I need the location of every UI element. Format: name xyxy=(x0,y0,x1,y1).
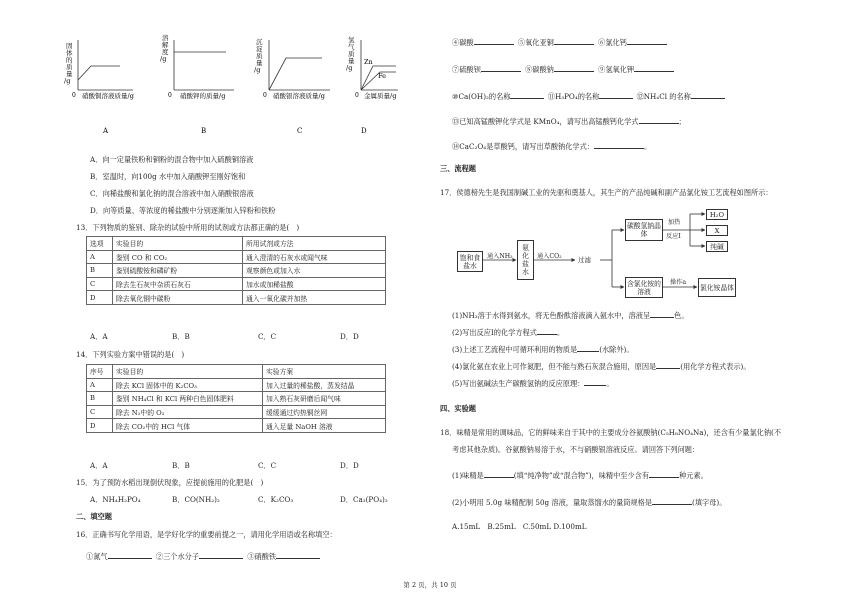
q18-stem-line-1: 18．味精是常用的调味品，它的鲜味来自于其中的主要成分谷氨酸钠(C₅H₈NO₄Na)，还含有少量氯化钠(不 xyxy=(440,428,782,437)
q14-option-d: D．D xyxy=(340,461,359,470)
graph-c-ylabel: 沉淀质量/g xyxy=(254,38,263,74)
q16-item-label: ⑬已知高锰酸钾化学式是 KMnO₄，请写出高锰酸钙化学式 xyxy=(452,117,639,126)
q13-option-b: B．B xyxy=(172,332,190,341)
table-cell: C xyxy=(87,277,113,291)
graph-b-ylabel: 溶解度/g xyxy=(160,34,169,63)
graph-c xyxy=(254,38,330,135)
section-title-fill-in: 二、填空题 xyxy=(76,512,112,521)
q13-option-a: A．A xyxy=(90,332,108,341)
answer-blank[interactable] xyxy=(484,470,514,478)
flow-box-saturated-brine: 饱和食盐水 xyxy=(457,251,483,272)
q17-item-end: 。 xyxy=(556,328,565,337)
table-cell: C xyxy=(87,405,113,419)
table-cell: 除去氧化铜中碳粉 xyxy=(113,291,243,305)
table-cell: 加水或加稀盐酸 xyxy=(243,277,386,291)
table-cell: 通入足量 NaOH 溶液 xyxy=(263,419,386,433)
flow-label-nh3: 通入NH₃ xyxy=(487,253,513,260)
flow-label-operation-a: 操作a xyxy=(670,279,687,286)
q12-option-c: C．向稀盐酸和氯化钠的混合溶液中加入硝酸银溶液 xyxy=(90,189,254,198)
graph-a-letter: A xyxy=(103,127,109,135)
table-row xyxy=(87,264,386,278)
page-footer: 第 2 页，共 10 页 xyxy=(403,581,457,589)
graph-d-line-zn: Zn xyxy=(364,58,373,66)
q16-item-label: ①氮气 xyxy=(86,552,108,561)
flow-box-ammonium-chloride-crystal: 氯化铵晶体 xyxy=(698,278,736,297)
table-cell: 除去 CO₂中的 HCl 气体 xyxy=(113,419,263,433)
answer-blank[interactable] xyxy=(649,470,679,478)
q18-item-text: (1)味精是 xyxy=(452,471,484,480)
q17-item-end: (水除外)。 xyxy=(599,345,634,354)
answer-blank[interactable] xyxy=(276,551,320,559)
q16-item-label: ③硝酸铁 xyxy=(247,552,277,561)
table-header-row xyxy=(87,365,386,379)
graphs-row xyxy=(58,28,398,143)
q17-item-text: (5)写出氨碱法生产碳酸氢钠的反应原理： xyxy=(452,379,585,388)
q18-item-text: (填“纯净物”或“混合物”)，味精中至少含有 xyxy=(513,471,650,480)
answer-blank[interactable] xyxy=(691,91,725,99)
answer-blank[interactable] xyxy=(554,64,594,72)
graph-b-origin: 0 xyxy=(168,92,172,99)
graph-c-letter: C xyxy=(297,127,303,135)
answer-blank[interactable] xyxy=(650,310,674,318)
graph-c-origin: 0 xyxy=(263,92,267,99)
q18-item-1 xyxy=(452,470,708,480)
table-cell: A xyxy=(87,250,113,264)
q15-stem: 15．为了预防水稻出现倒伏现象，应提前施用的化肥是( ) xyxy=(76,478,264,487)
q14-stem: 14．下列实验方案中错误的是( ) xyxy=(76,350,185,359)
q16-line-2 xyxy=(452,37,667,47)
answer-blank[interactable] xyxy=(108,551,152,559)
graph-d-ylabel: 氢气质量/g xyxy=(346,36,355,72)
table-cell: 鉴别 CO 和 CO₂ xyxy=(113,250,243,264)
graph-d-origin: 0 xyxy=(355,92,359,99)
q16-item-label: ②三个水分子 xyxy=(155,552,200,561)
table-header-cell: 序号 xyxy=(87,365,113,379)
answer-blank[interactable] xyxy=(474,37,514,45)
table-cell: 观察颜色或加入水 xyxy=(243,264,386,278)
answer-blank[interactable] xyxy=(510,91,544,99)
answer-blank[interactable] xyxy=(537,327,557,335)
q16-stem: 16．正确书写化学用语，是学好化学的重要前提之一，请用化学用语或名称填空： xyxy=(76,530,337,539)
table-cell: 鉴别 NH₄Cl 和 KCl 两种白色固体肥料 xyxy=(113,392,263,406)
answer-blank[interactable] xyxy=(652,497,692,505)
flow-box-x: X xyxy=(706,225,728,236)
graph-a-xlabel: 硝酸铜溶液质量/g xyxy=(82,92,134,100)
table-row xyxy=(87,419,386,433)
q16-line-3 xyxy=(452,64,674,74)
table-row xyxy=(87,250,386,264)
answer-blank[interactable] xyxy=(599,91,633,99)
graph-b xyxy=(160,33,234,135)
q16-item-label: ⑦硫酸钡 xyxy=(452,65,481,74)
table-row xyxy=(87,392,386,406)
punctuation: ； xyxy=(678,117,686,126)
graph-c-xlabel: 硝酸银溶液质量/g xyxy=(273,92,325,100)
q16-item-label: ⑧碳酸钠 xyxy=(525,65,554,74)
flow-label-reaction-1: 反应Ⅰ xyxy=(666,233,681,240)
graph-d-xlabel: 金属质量/g xyxy=(364,92,397,100)
table-cell: 除去 N₂中的 O₂ xyxy=(113,405,263,419)
q16-item-label: ⑤氧化亚铜 xyxy=(517,38,554,47)
table-row xyxy=(87,291,386,305)
table-cell: 通入一氧化碳并加热 xyxy=(243,291,386,305)
q15-option-a: A．NH₄H₂PO₄ xyxy=(90,495,141,504)
q17-item-text: (1)NH₃溶于水得到氨水，将无色酚酞溶液滴入氨水中，溶液呈 xyxy=(452,311,651,320)
answer-blank[interactable] xyxy=(656,361,680,369)
answer-blank[interactable] xyxy=(584,378,606,386)
q16-item-label: ⑭CaC₂O₄是草酸钙，请写出草酸钠化学式： xyxy=(452,142,594,151)
q17-item-2 xyxy=(452,327,564,337)
q16-item-label: ⑩Ca(OH)₂的名称 xyxy=(452,92,511,101)
q17-item-4 xyxy=(452,361,751,371)
answer-blank[interactable] xyxy=(554,37,594,45)
answer-blank[interactable] xyxy=(199,551,243,559)
table-cell: D xyxy=(87,419,113,433)
q17-item-5 xyxy=(452,378,614,388)
table-cell: 加入过量的稀盐酸，蒸发结晶 xyxy=(263,378,386,392)
flow-label-filter: 过滤 xyxy=(578,256,591,264)
q14-option-b: B．B xyxy=(172,461,190,470)
q17-item-3 xyxy=(452,344,634,354)
table-header-row xyxy=(87,237,386,251)
flow-box-water: H₂O xyxy=(706,209,728,220)
graph-d-line-fe: Fe xyxy=(378,72,387,80)
flow-box-sodium-bicarbonate: 碳酸氢钠晶体 xyxy=(625,219,663,241)
q18-item-text: 种元素。 xyxy=(679,471,708,480)
q17-item-text: (2)写出反应Ⅰ的化学方程式 xyxy=(452,328,537,337)
q18-item-2 xyxy=(452,497,726,507)
q18-stem-line-2: 考虑其他杂质)。谷氨酸钠易溶于水，不与硝酸银溶液反应。请回答下列问题： xyxy=(452,445,700,454)
punctuation: 。 xyxy=(643,142,652,151)
flow-label-heat: 加热 xyxy=(668,219,681,226)
table-cell: D xyxy=(87,291,113,305)
answer-blank[interactable] xyxy=(481,64,521,72)
table-row xyxy=(87,378,386,392)
q14-option-a: A．A xyxy=(90,461,108,470)
table-cell: 鉴别硫酸铵和磷矿粉 xyxy=(113,264,243,278)
section-title-process: 三、流程题 xyxy=(440,164,476,173)
table-cell: 除去 KCl 固体中的 K₂CO₃ xyxy=(113,378,263,392)
q13-option-c: C．C xyxy=(258,332,277,341)
flow-box-ammonium-chloride-solution: 含氯化铵的溶液 xyxy=(625,277,663,298)
graph-b-xlabel: 硝酸钾的质量/g xyxy=(180,92,226,100)
graph-a xyxy=(64,40,134,135)
q16-item-label: ⑫NH₄Cl 的名称 xyxy=(636,92,691,101)
q17-item-end: 色。 xyxy=(674,311,689,320)
q13-table xyxy=(86,236,386,305)
q16-item-label: ⑪H₃PO₄的名称 xyxy=(547,92,600,101)
q17-item-end: 。 xyxy=(606,379,614,388)
table-cell: 加入熟石灰研磨后闻气味 xyxy=(263,392,386,406)
graph-a-ylabel: 固体的质量/g xyxy=(64,42,73,85)
q16-line-4 xyxy=(452,91,725,101)
table-cell: B xyxy=(87,392,113,406)
q16-item-label: ⑨氢氧化钾 xyxy=(598,65,635,74)
q17-item-text: (3)上述工艺流程中可循环利用的物质是 xyxy=(452,345,578,354)
answer-blank[interactable] xyxy=(639,116,679,124)
table-header-cell: 实验目的 xyxy=(113,365,263,379)
table-cell: 缓缓通过灼热铜丝网 xyxy=(263,405,386,419)
answer-blank[interactable] xyxy=(634,64,674,72)
answer-blank[interactable] xyxy=(577,344,599,352)
flow-label-co2: 通入CO₂ xyxy=(537,253,562,260)
q14-option-c: C．C xyxy=(258,461,277,470)
flow-box-soda-ash: 纯碱 xyxy=(706,241,728,252)
table-cell: A xyxy=(87,378,113,392)
table-header-cell: 实验方案 xyxy=(263,365,386,379)
q12-option-d: D．向等质量、等浓度的稀盐酸中分别逐渐加入锌粉和铁粉 xyxy=(90,206,276,215)
q13-option-d: D．D xyxy=(340,332,359,341)
table-row xyxy=(87,277,386,291)
table-header-cell: 选项 xyxy=(87,237,113,251)
q18-item-text: (2)小明用 5.0g 味精配制 50g 溶液，量取蒸馏水的量筒规格是 xyxy=(452,498,653,507)
q15-option-d: D．Ca₃(PO₄)₂ xyxy=(340,495,388,504)
answer-blank[interactable] xyxy=(594,141,644,149)
graph-d-letter: D xyxy=(361,127,367,135)
table-cell: 通入澄清的石灰水或闻气味 xyxy=(243,250,386,264)
q12-option-b: B．室温时，向100g 水中加入硝酸钾至刚好饱和 xyxy=(90,172,246,181)
section-title-experiment: 四、实验题 xyxy=(440,404,476,413)
graph-b-letter: B xyxy=(201,127,207,135)
q15-option-b: B．CO(NH₂)₂ xyxy=(172,495,220,504)
graph-d xyxy=(346,35,398,135)
table-cell: B xyxy=(87,264,113,278)
q17-stem: 17．侯德榜先生是我国制碱工业的先驱和奠基人，其生产的产品纯碱和副产品氯化铵工艺流程如图所示： xyxy=(440,188,773,197)
table-cell: 除去生石灰中杂质石灰石 xyxy=(113,277,243,291)
q16-line-6 xyxy=(452,141,651,151)
q13-stem: 13．下列物质的鉴别、除杂的试验中所用的试剂或方法都正确的是( ) xyxy=(76,223,300,232)
flow-box-ammoniated-brine: 氨化盐水 xyxy=(517,240,534,280)
q15-option-c: C．K₂CO₃ xyxy=(258,495,294,504)
q17-item-1 xyxy=(452,310,689,320)
q14-table xyxy=(86,364,386,433)
graph-a-origin: 0 xyxy=(72,92,76,99)
q18-item-text: (填字母)。 xyxy=(692,498,727,507)
q12-option-a: A．向一定量铁粉和铜粉的混合物中加入硫酸铜溶液 xyxy=(90,155,254,164)
q18-options: A.15mL B.25mL C.50mL D.100mL xyxy=(452,522,587,531)
table-header-cell: 所用试剂或方法 xyxy=(243,237,386,251)
table-row xyxy=(87,405,386,419)
q17-item-end: (用化学方程式表示)。 xyxy=(680,362,751,371)
q16-item-label: ④碳酸 xyxy=(452,38,474,47)
q16-item-label: ⑥氯化钙 xyxy=(598,38,627,47)
q17-item-text: (4)氯化氨在农业上可作氮肥，但不能与熟石灰混合施用，原因是 xyxy=(452,362,657,371)
answer-blank[interactable] xyxy=(627,37,667,45)
q16-line-5 xyxy=(452,116,686,126)
q16-line-1 xyxy=(86,551,320,561)
table-header-cell: 实验目的 xyxy=(113,237,243,251)
